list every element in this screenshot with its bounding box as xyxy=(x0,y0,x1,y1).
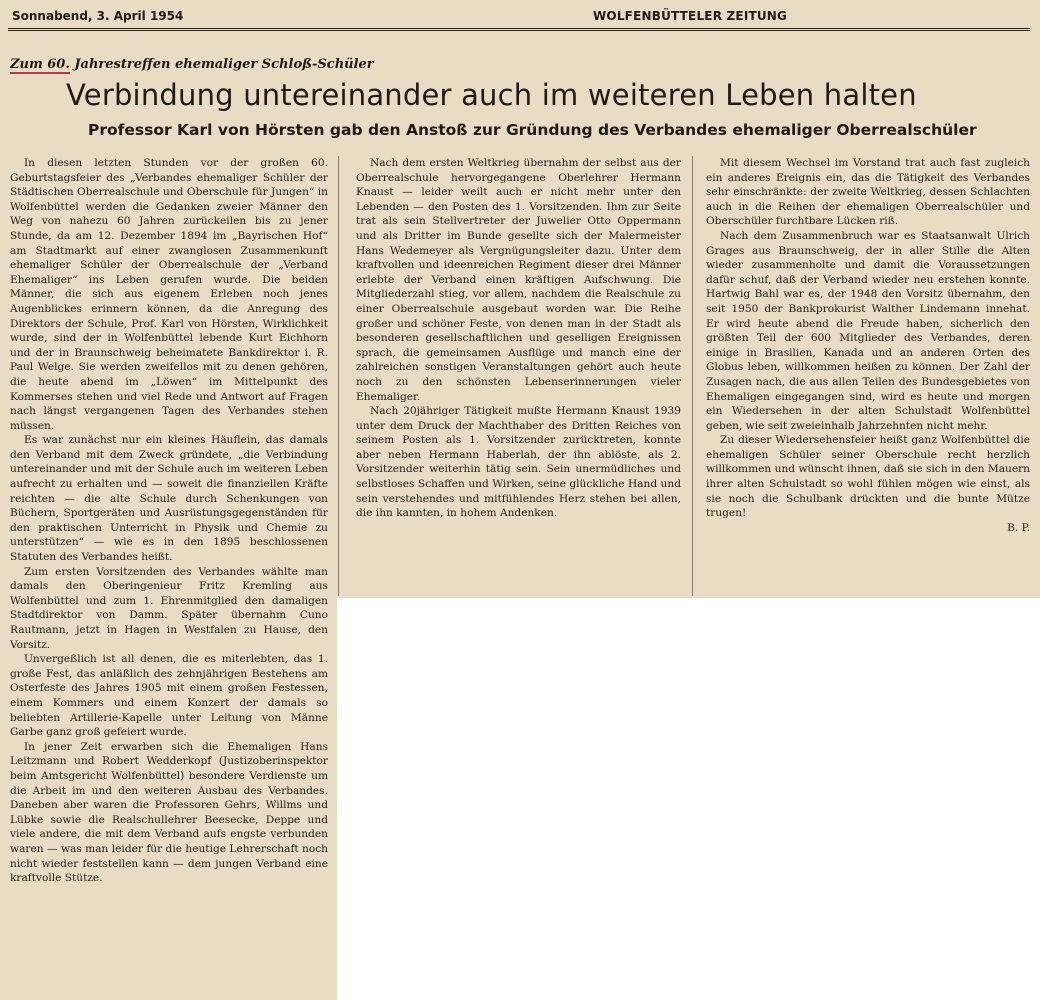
kicker-rest: Jahrestreffen ehemaliger Schloß-Schüler xyxy=(74,57,374,72)
article-subheadline: Professor Karl von Hörsten gab den Anstoß zur Gründung des Verbandes ehemaliger Oberrealschüler xyxy=(88,121,977,139)
paragraph: In jener Zeit erwarben sich die Ehemaligen Hans Leitzmann und Robert Wedderkopf (Justizoberinspektor beim Amtsgericht Wolfenbüttel) besondere Verdienste um die Arbeit im und den weiteren Ausbau des Verbandes. Daneben aber waren die Professoren Gehrs, Willms und Lübke sowie die Realschullehrer Beesecke, Deppe und viele andere, die mit dem Verband aufs engste verbunden waren — was man leider für die heutige Lehrerschaft noch nicht wieder feststellen kann — dem jungen Verband eine kraftvolle Stütze. xyxy=(10,740,328,885)
kicker-underlined: Zum 60. xyxy=(10,57,70,72)
column-rule xyxy=(338,156,339,596)
issue-date: Sonnabend, 3. April 1954 xyxy=(12,9,184,23)
paragraph: Zu dieser Wiedersehensfeier heißt ganz Wolfenbüttel die ehemaligen Schüler seiner Oberschule recht herzlich willkommen und wünscht ihnen, daß sie sich in den Mauern ihrer alten Schulstadt so wohl fühlen mögen wie einst, als sie noch die Schulbank drückten und die bunte Mütze trugen! xyxy=(706,434,1030,520)
masthead xyxy=(8,6,1030,31)
paragraph: Zum ersten Vorsitzenden des Verbandes wählte man damals den Oberingenieur Fritz Kremling aus Wolfenbüttel und zum 1. Ehrenmitglied den damaligen Stadtdirektor von Damm. Später übernahm Cuno Rautmann, jetzt in Hagen in Westfalen zu Hause, den Vorsitz. xyxy=(10,565,328,651)
article-headline: Verbindung untereinander auch im weiteren Leben halten xyxy=(66,78,917,112)
article-column-1 xyxy=(10,156,328,886)
paragraph: Nach dem Zusammenbruch war es Staatsanwalt Ulrich Grages aus Braunschweig, der in aller Stille die Alten wieder zusammenholte und damit die Voraussetzungen dafür schuf, daß der Verband wieder neu erstehen konnte. Hartwig Bahl war es, der 1948 den Vorsitz übernahm, den seit 1950 der Bankprokurist Walther Lindemann innehat. Er wird heute abend die Freude haben, sicherlich den größten Teil der 600 Mitglieder des Verbandes, deren einige in Brasilien, Kanada und an anderen Orten des Globus leben, willkommen heißen zu können. Der Zahl der Zusagen nach, die aus allen Teilen des Bundesgebietes von Ehemaligen eingegangen sind, wird es heute und morgen ein Wiedersehen in der alten Schulstadt Wolfenbüttel geben, wie seit zweieinhalb Jahrzehnten nicht mehr. xyxy=(706,229,1030,432)
paragraph: Es war zunächst nur ein kleines Häuflein, das damals den Verband mit dem Zweck gründete, „die Verbindung untereinander und mit der Schule auch im weiteren Leben aufrecht zu erhalten und — soweit die finanziellen Kräfte reichten — die alte Schule durch Schenkungen von Büchern, Sportgeräten und Ausrüstungsgegenständen für den praktischen Unterricht in Physik und Chemie zu unterstützen“ — wie es in den 1895 beschlossenen Statuten des Verbandes heißt. xyxy=(10,434,328,564)
author-signature: B. P. xyxy=(1007,521,1030,534)
column-rule xyxy=(692,156,693,596)
paragraph: Mit diesem Wechsel im Vorstand trat auch fast zugleich ein anderes Ereignis ein, das die Tätigkeit des Verbandes sehr einschränkte: der zweite Weltkrieg, dessen Schlachten auch in die Reihen der ehemaligen Oberrealschüler und Oberschüler furchtbare Lücken riß. xyxy=(706,157,1030,228)
paragraph: In diesen letzten Stunden vor der großen 60. Geburtstagsfeier des „Verbandes ehemaliger Schüler der Städtischen Oberrealschule und Oberschule für Jungen“ in Wolfenbüttel werden die Gedanken zweier Männer den Weg von nahezu 60 Jahren zurückeilen bis zu jener Stunde, da am 12. Dezember 1894 im „Bayrischen Hof“ am Stadtmarkt auf einer zwanglosen Zusammenkunft ehemaliger Schüler der Oberrealschule der „Verband Ehemaliger“ ins Leben gerufen wurde. Die beiden Männer, die sich aus eigenem Erleben noch jenes Augenblickes erinnern können, da die Anregung des Direktors der Schule, Prof. Karl von Hörsten, Wirklichkeit wurde, sind der in Wolfenbüttel lebende Kurt Eichhorn und der in Braunschweig beheimatete Bankdirektor i. R. Paul Welge. Sie werden zweifellos mit zu denen gehören, die heute abend im „Löwen“ im Mittelpunkt des Kommerses stehen und viel Rede und Antwort auf Fragen nach längst vergangenen Tagen des Verbandes stehen müssen. xyxy=(10,157,328,432)
newspaper-name: WOLFENBÜTTELER ZEITUNG xyxy=(593,9,788,23)
article-column-3 xyxy=(706,156,1030,535)
paragraph: Nach dem ersten Weltkrieg übernahm der selbst aus der Oberrealschule hervorgegangene Oberlehrer Hermann Knaust — leider weilt auch er nicht mehr unter den Lebenden — den Posten des 1. Vorsitzenden. Ihm zur Seite trat als sein Stellvertreter der Juwelier Otto Oppermann und als Dritter im Bunde gesellte sich der Malermeister Hans Wedemeyer als Vergnügungsleiter dazu. Unter dem kraftvollen und ideenreichen Regiment dieser drei Männer erlebte der Verband einen kräftigen Aufschwung. Die Mitgliederzahl stieg, vor allem, nachdem die Realschule zu einer Oberrealschule ausgebaut worden war. Die Reihe großer und schöner Feste, von denen man in der Stadt als besonderen gesellschaftlichen und geselligen Ereignissen sprach, die gemeinsamen Ausflüge und manch eine der zahlreichen sonstigen Veranstaltungen gehört auch heute noch zu den schönsten Lebenserinnerungen vieler Ehemaliger. xyxy=(356,157,681,403)
article-kicker xyxy=(10,57,374,72)
paragraph: Nach 20jähriger Tätigkeit mußte Hermann Knaust 1939 unter dem Druck der Machthaber des Dritten Reiches von seinem Posten als 1. Vorsitzender zurücktreten, konnte aber neben Hermann Haberlah, der ihn ablöste, als 2. Vorsitzender weiterhin tätig sein. Sein unermüdliches und selbstloses Schaffen und Wirken, seine glückliche Hand und sein verstehendes und mitfühlendes Herz stehen bei allen, die ihn kannten, in hohem Andenken. xyxy=(356,405,681,520)
paragraph: Unvergeßlich ist all denen, die es miterlebten, das 1. große Fest, das anläßlich des zehnjährigen Bestehens am Osterfeste des Jahres 1905 mit einem großen Festessen, einem Kommers und einem Konzert der damals so beliebten Artillerie-Kapelle unter Leitung von Männe Garbe ganz groß gefeiert wurde. xyxy=(10,653,328,739)
article-column-2 xyxy=(356,156,681,521)
